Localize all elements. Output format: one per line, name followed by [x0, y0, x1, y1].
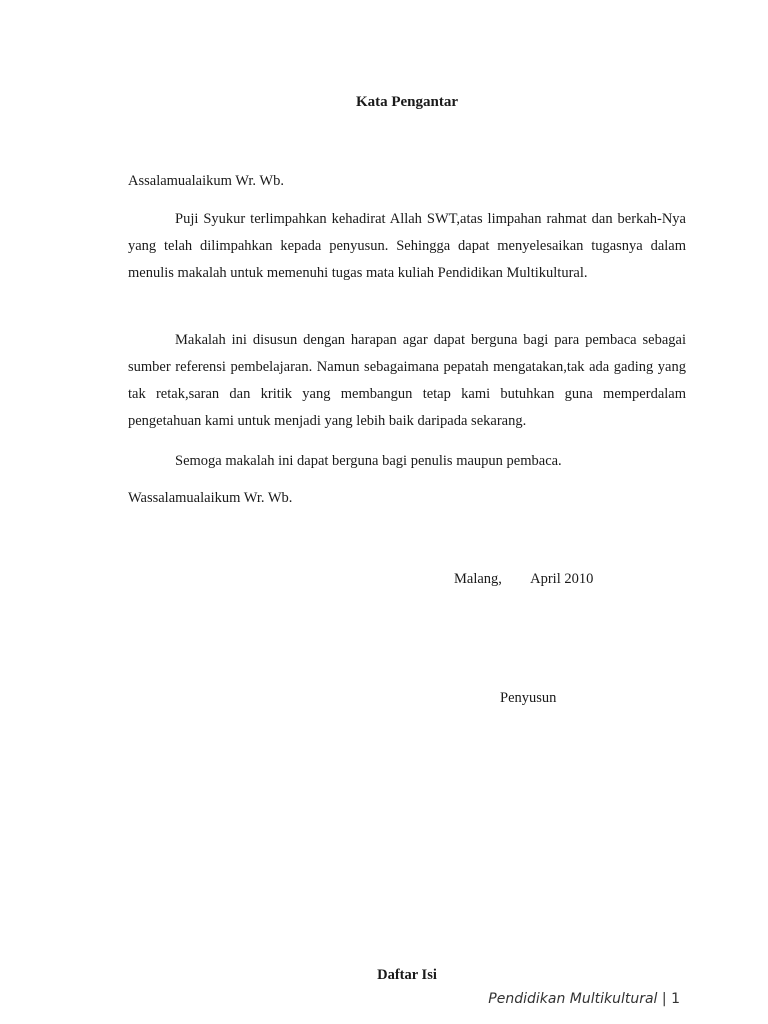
paragraph-3: Semoga makalah ini dapat berguna bagi penulis maupun pembaca.: [175, 453, 562, 469]
footer-page-number: 1: [671, 991, 680, 1007]
paragraph-2: Makalah ini disusun dengan harapan agar dapat berguna bagi para pembaca sebagai sumber referensi pembelajaran. Namun sebagaimana pepatah mengatakan,tak ada gading yang tak retak,saran dan kritik yang membangun tetap kami butuhkan guna memperdalam pengetahuan kami untuk menjadi yang lebih baik daripada sekarang.: [128, 332, 686, 429]
page-title: Kata Pengantar: [355, 94, 459, 110]
greeting-text: Assalamualaikum Wr. Wb.: [128, 173, 284, 189]
footer-course-name: Pendidikan Multikultural: [488, 991, 658, 1007]
paragraph-1: Puji Syukur terlimpahkan kehadirat Allah SWT,atas limpahan rahmat dan berkah-Nya yang telah dilimpahkan kepada penyusun. Sehingga dapat menyelesaikan tugasnya dalam menulis makalah untuk memenuhi tugas mata kuliah Pendidikan Multikultural.: [128, 211, 686, 281]
next-section-title: Daftar Isi: [377, 967, 437, 983]
footer-separator: |: [657, 991, 672, 1007]
page-footer: [488, 991, 680, 1007]
closing-text: Wassalamualaikum Wr. Wb.: [128, 490, 293, 506]
signer-label: Penyusun: [500, 690, 557, 706]
place-date: Malang, April 2010: [454, 571, 594, 587]
